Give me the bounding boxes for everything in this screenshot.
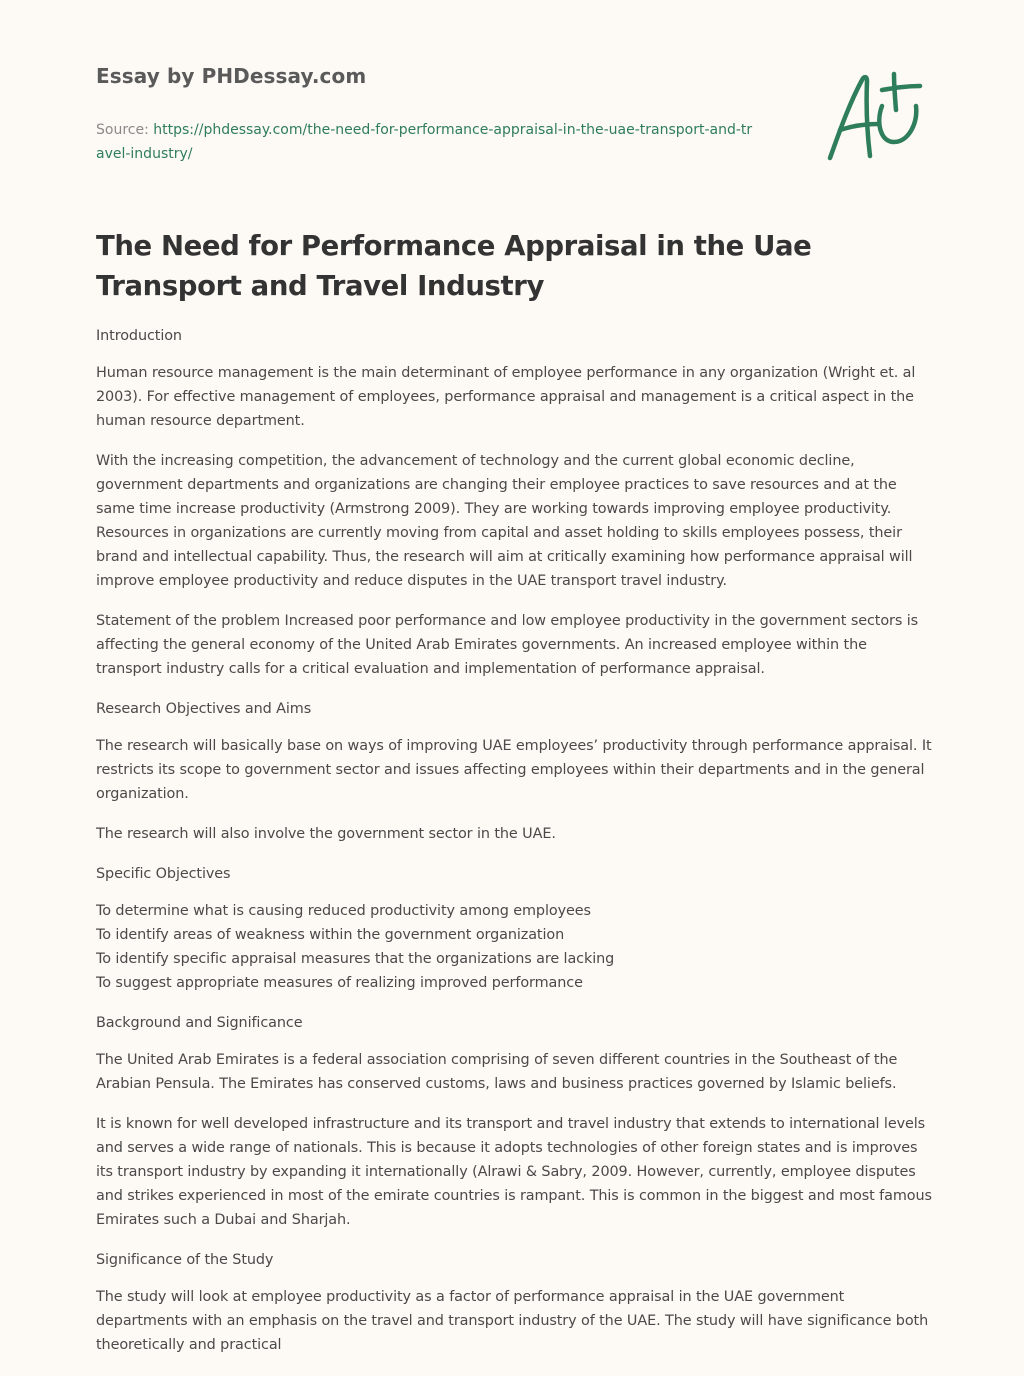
paragraph: The study will look at employee productivity as a factor of performance appraisal in the UAE government departments with an emphasis on the travel and transport industry of the UAE. The study will have significance both theoretically and practical	[96, 1289, 929, 1353]
a-plus-logo-icon	[820, 66, 930, 166]
section-heading: Background and Significance	[96, 1015, 303, 1031]
list-item: To determine what is causing reduced productivity among employees	[96, 903, 591, 919]
list-item: To identify areas of weakness within the government organization	[96, 927, 565, 943]
list-item: To suggest appropriate measures of realizing improved performance	[96, 975, 583, 991]
paragraph: The United Arab Emirates is a federal association comprising of seven different countries in the Southeast of the Arabian Pensula. The Emirates has conserved customs, laws and business practices governed by Islamic beliefs.	[96, 1052, 898, 1092]
page-header	[96, 64, 776, 166]
article-body	[96, 324, 932, 1373]
paragraph: It is known for well developed infrastructure and its transport and travel industry that extends to international levels and serves a wide range of nationals. This is because it adopts technologies of other foreign states and is improves its transport industry by expanding it internationally (Alrawi & Sabry, 2009. However, currently, employee disputes and strikes experienced in most of the emirate countries is rampant. This is common in the biggest and most famous Emirates such a Dubai and Sharjah.	[96, 1116, 932, 1228]
section-heading: Research Objectives and Aims	[96, 701, 312, 717]
article-title: The Need for Performance Appraisal in the Uae Transport and Travel Industry	[96, 230, 812, 302]
paragraph: With the increasing competition, the advancement of technology and the current global economic decline, government departments and organizations are changing their employee practices to save resources and at the same time increase productivity (Armstrong 2009). They are working towards improving employee productivity. Resources in organizations are currently moving from capital and asset holding to skills employees possess, their brand and intellectual capability. Thus, the research will aim at critically examining how performance appraisal will improve employee productivity and reduce disputes in the UAE transport travel industry.	[96, 453, 913, 589]
paragraph: The research will basically base on ways of improving UAE employees’ productivity through performance appraisal. It restricts its scope to government sector and issues affecting employees within their departments and in the general organization.	[96, 738, 932, 802]
paragraph: Statement of the problem Increased poor performance and low employee productivity in the government sectors is affecting the general economy of the United Arab Emirates governments. An increased employee within the transport industry calls for a critical evaluation and implementation of performance appraisal.	[96, 613, 919, 677]
objectives-list	[96, 899, 932, 995]
paragraph: The research will also involve the government sector in the UAE.	[96, 826, 556, 842]
list-item: To identify specific appraisal measures that the organizations are lacking	[96, 951, 615, 967]
site-brand: Essay by PHDessay.com	[96, 64, 367, 88]
source-link[interactable]: https://phdessay.com/the-need-for-performance-appraisal-in-the-uae-transport-and-travel-industry/	[96, 122, 753, 162]
paragraph: Human resource management is the main determinant of employee performance in any organization (Wright et. al 2003). For effective management of employees, performance appraisal and management is a critical aspect in the human resource department.	[96, 365, 916, 429]
section-heading: Significance of the Study	[96, 1252, 274, 1268]
section-heading: Introduction	[96, 328, 182, 344]
section-heading: Specific Objectives	[96, 866, 231, 882]
source-label: Source:	[96, 122, 154, 138]
source-line	[96, 118, 756, 166]
